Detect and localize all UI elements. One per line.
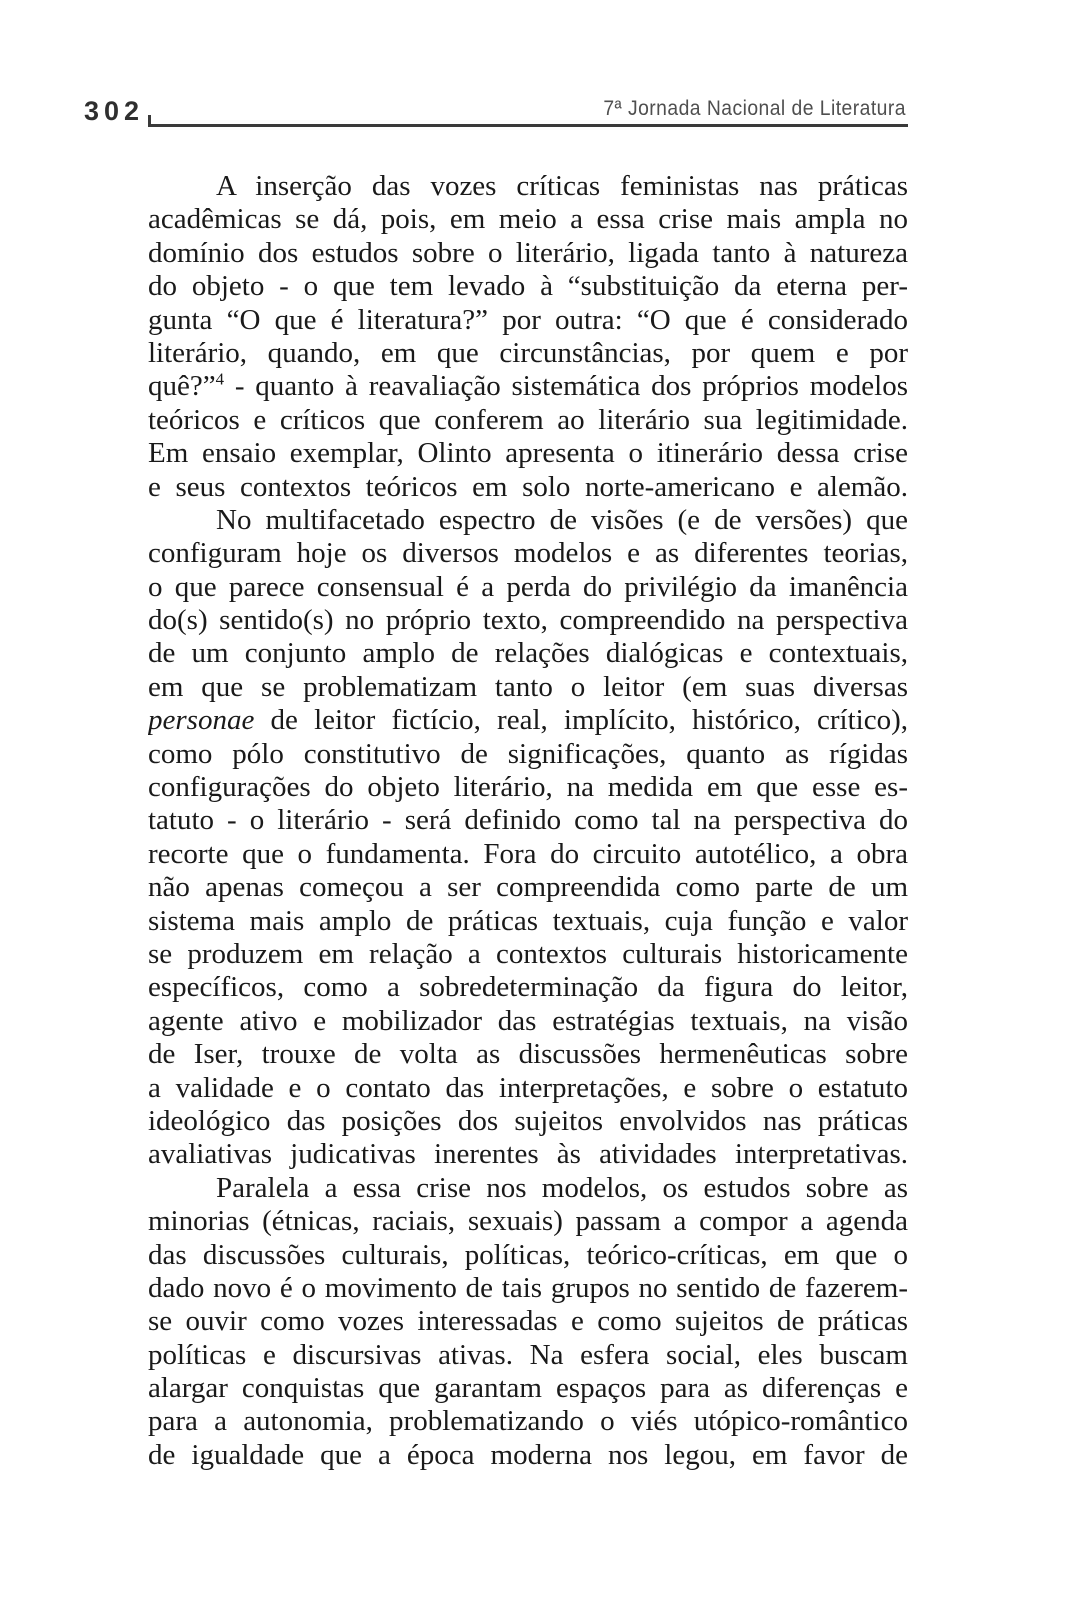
text-line: tatuto - o literário - será definido como tal na perspectiva do <box>148 804 908 837</box>
text-line: das discussões culturais, políticas, teórico-críticas, em que o <box>148 1238 908 1271</box>
text-line: acadêmicas se dá, pois, em meio a essa crise mais ampla no <box>148 203 908 236</box>
text-line: teóricos e críticos que conferem ao literário sua legitimidade. <box>148 403 908 436</box>
text-line: de um conjunto amplo de relações dialógicas e contextuais, <box>148 637 908 670</box>
text-line: políticas e discursivas ativas. Na esfera social, eles buscam <box>148 1338 908 1371</box>
text-line: minorias (étnicas, raciais, sexuais) passam a compor a agenda <box>148 1205 908 1238</box>
text-line: configuram hoje os diversos modelos e as diferentes teorias, <box>148 537 908 570</box>
text-line: No multifacetado espectro de visões (e de versões) que <box>216 503 908 536</box>
paragraph <box>148 504 908 1172</box>
text-line: gunta “O que é literatura?” por outra: “O que é considerado <box>148 303 908 336</box>
text-line: dado novo é o movimento de tais grupos no sentido de fazerem- <box>148 1271 908 1304</box>
text-line: se ouvir como vozes interessadas e como sujeitos de práticas <box>148 1305 908 1338</box>
text-line: personae de leitor fictício, real, implícito, histórico, crítico), <box>148 704 908 737</box>
text-line: agente ativo e mobilizador das estratégias textuais, na visão <box>148 1004 908 1037</box>
footnote-ref: 4 <box>215 370 225 389</box>
text-line: avaliativas judicativas inerentes às atividades interpretativas. <box>148 1138 908 1171</box>
text-line: A inserção das vozes críticas feministas nas práticas <box>216 170 908 202</box>
text-line: não apenas começou a ser compreendida como parte de um <box>148 871 908 904</box>
text-line: recorte que o fundamenta. Fora do circuito autotélico, a obra <box>148 837 908 870</box>
text-line: se produzem em relação a contextos culturais historicamente <box>148 937 908 970</box>
text-line: em que se problematizam tanto o leitor (em suas diversas <box>148 670 908 703</box>
text-line: Paralela a essa crise nos modelos, os estudos sobre as <box>216 1171 908 1204</box>
text-line: para a autonomia, problematizando o viés utópico-romântico <box>148 1405 908 1438</box>
text-line: configurações do objeto literário, na medida em que esse es- <box>148 771 908 804</box>
text-line: sistema mais amplo de práticas textuais, cuja função e valor <box>148 904 908 937</box>
text-line: de igualdade que a época moderna nos legou, em favor de <box>148 1438 908 1471</box>
text-line: específicos, como a sobredeterminação da figura do leitor, <box>148 971 908 1004</box>
text-line: ideológico das posições dos sujeitos envolvidos nas práticas <box>148 1104 908 1137</box>
header-title: 7ª Jornada Nacional de Literatura <box>603 97 906 120</box>
text-line: alargar conquistas que garantam espaços para as diferenças e <box>148 1372 908 1405</box>
text-line: e seus contextos teóricos em solo norte-americano e alemão. <box>148 470 908 503</box>
text-line: a validade e o contato das interpretações, e sobre o estatuto <box>148 1071 908 1104</box>
text-block <box>148 170 908 1472</box>
text-line: de Iser, trouxe de volta as discussões hermenêuticas sobre <box>148 1038 908 1071</box>
text-line: Em ensaio exemplar, Olinto apresenta o itinerário dessa crise <box>148 437 908 470</box>
text-line: literário, quando, em que circunstâncias, por quem e por <box>148 336 908 369</box>
text-line: do(s) sentido(s) no próprio texto, compreendido na perspectiva <box>148 604 908 637</box>
paragraph <box>148 1172 908 1473</box>
page-number: 302 <box>84 96 145 126</box>
text-line: quê?”$^4$ - quanto à reavaliação sistemática dos próprios modelos <box>148 370 908 403</box>
text-line: o que parece consensual é a perda do privilégio da imanência <box>148 570 908 603</box>
header-rule <box>148 114 908 127</box>
text-line: domínio dos estudos sobre o literário, ligada tanto à natureza <box>148 236 908 269</box>
paragraph <box>148 170 908 504</box>
italic-term: personae <box>148 704 255 737</box>
text-line: como pólo constitutivo de significações, quanto as rígidas <box>148 737 908 770</box>
text-line: do objeto - o que tem levado à “substituição da eterna per- <box>148 270 908 303</box>
